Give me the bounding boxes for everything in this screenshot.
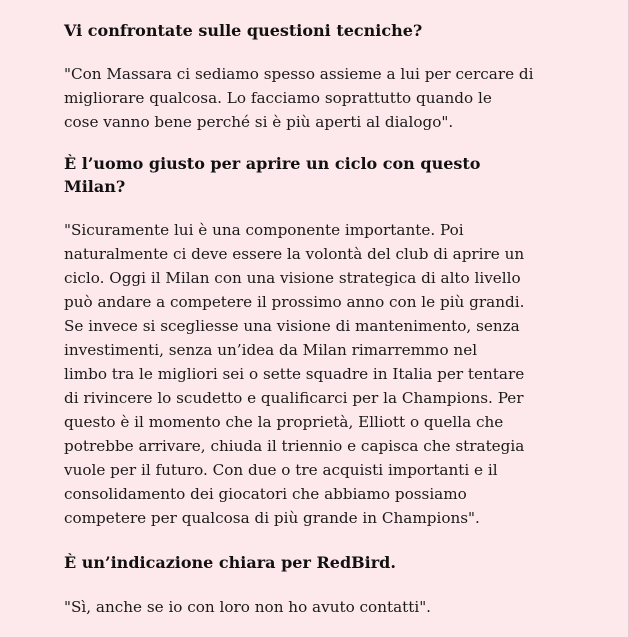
answer-line: investimenti, senza un’idea da Milan rimarremmo nel [64,341,478,359]
answer-line: può andare a competere il prossimo anno con le più grandi. [64,293,525,311]
answer-line: Se invece si scegliesse una visione di mantenimento, senza [64,317,520,335]
answer-line: "Sicuramente lui è una componente importante. Poi [64,221,464,239]
answer-line: competere per qualcosa di più grande in Champions". [64,509,480,527]
answer-line: ciclo. Oggi il Milan con una visione strategica di alto livello [64,269,521,287]
answer-line: questo è il momento che la proprietà, Elliott o quella che [64,413,504,431]
answer-strategy [64,218,525,530]
answer-line: di rivincere lo scudetto e qualificarci per la Champions. Per [64,389,524,407]
answer-line: naturalmente ci deve essere la volontà del club di aprire un [64,245,525,263]
answer-massara [64,62,534,134]
answer-no-contacts: "Sì, anche se io con loro non ho avuto contatti". [64,598,432,616]
answer-line: limbo tra le migliori sei o sette squadre in Italia per tentare [64,365,525,383]
question-right-man: È l’uomo giusto per aprire un ciclo con questo Milan? [64,154,481,196]
answer-line: consolidamento dei giocatori che abbiamo possiamo [64,485,467,503]
question-redbird: È un’indicazione chiara per RedBird. [64,553,396,572]
answer-line: vuole per il futuro. Con due o tre acquisti importanti e il [64,461,498,479]
answer-line: potrebbe arrivare, chiuda il triennio e capisca che strategia [64,437,525,455]
answer-line: migliorare qualcosa. Lo facciamo soprattutto quando le [64,89,492,107]
answer-line: cose vanno bene perché si è più aperti al dialogo". [64,113,454,131]
question-technical-issues: Vi confrontate sulle questioni tecniche? [64,21,423,40]
answer-line: "Con Massara ci sediamo spesso assieme a lui per cercare di [64,65,534,83]
